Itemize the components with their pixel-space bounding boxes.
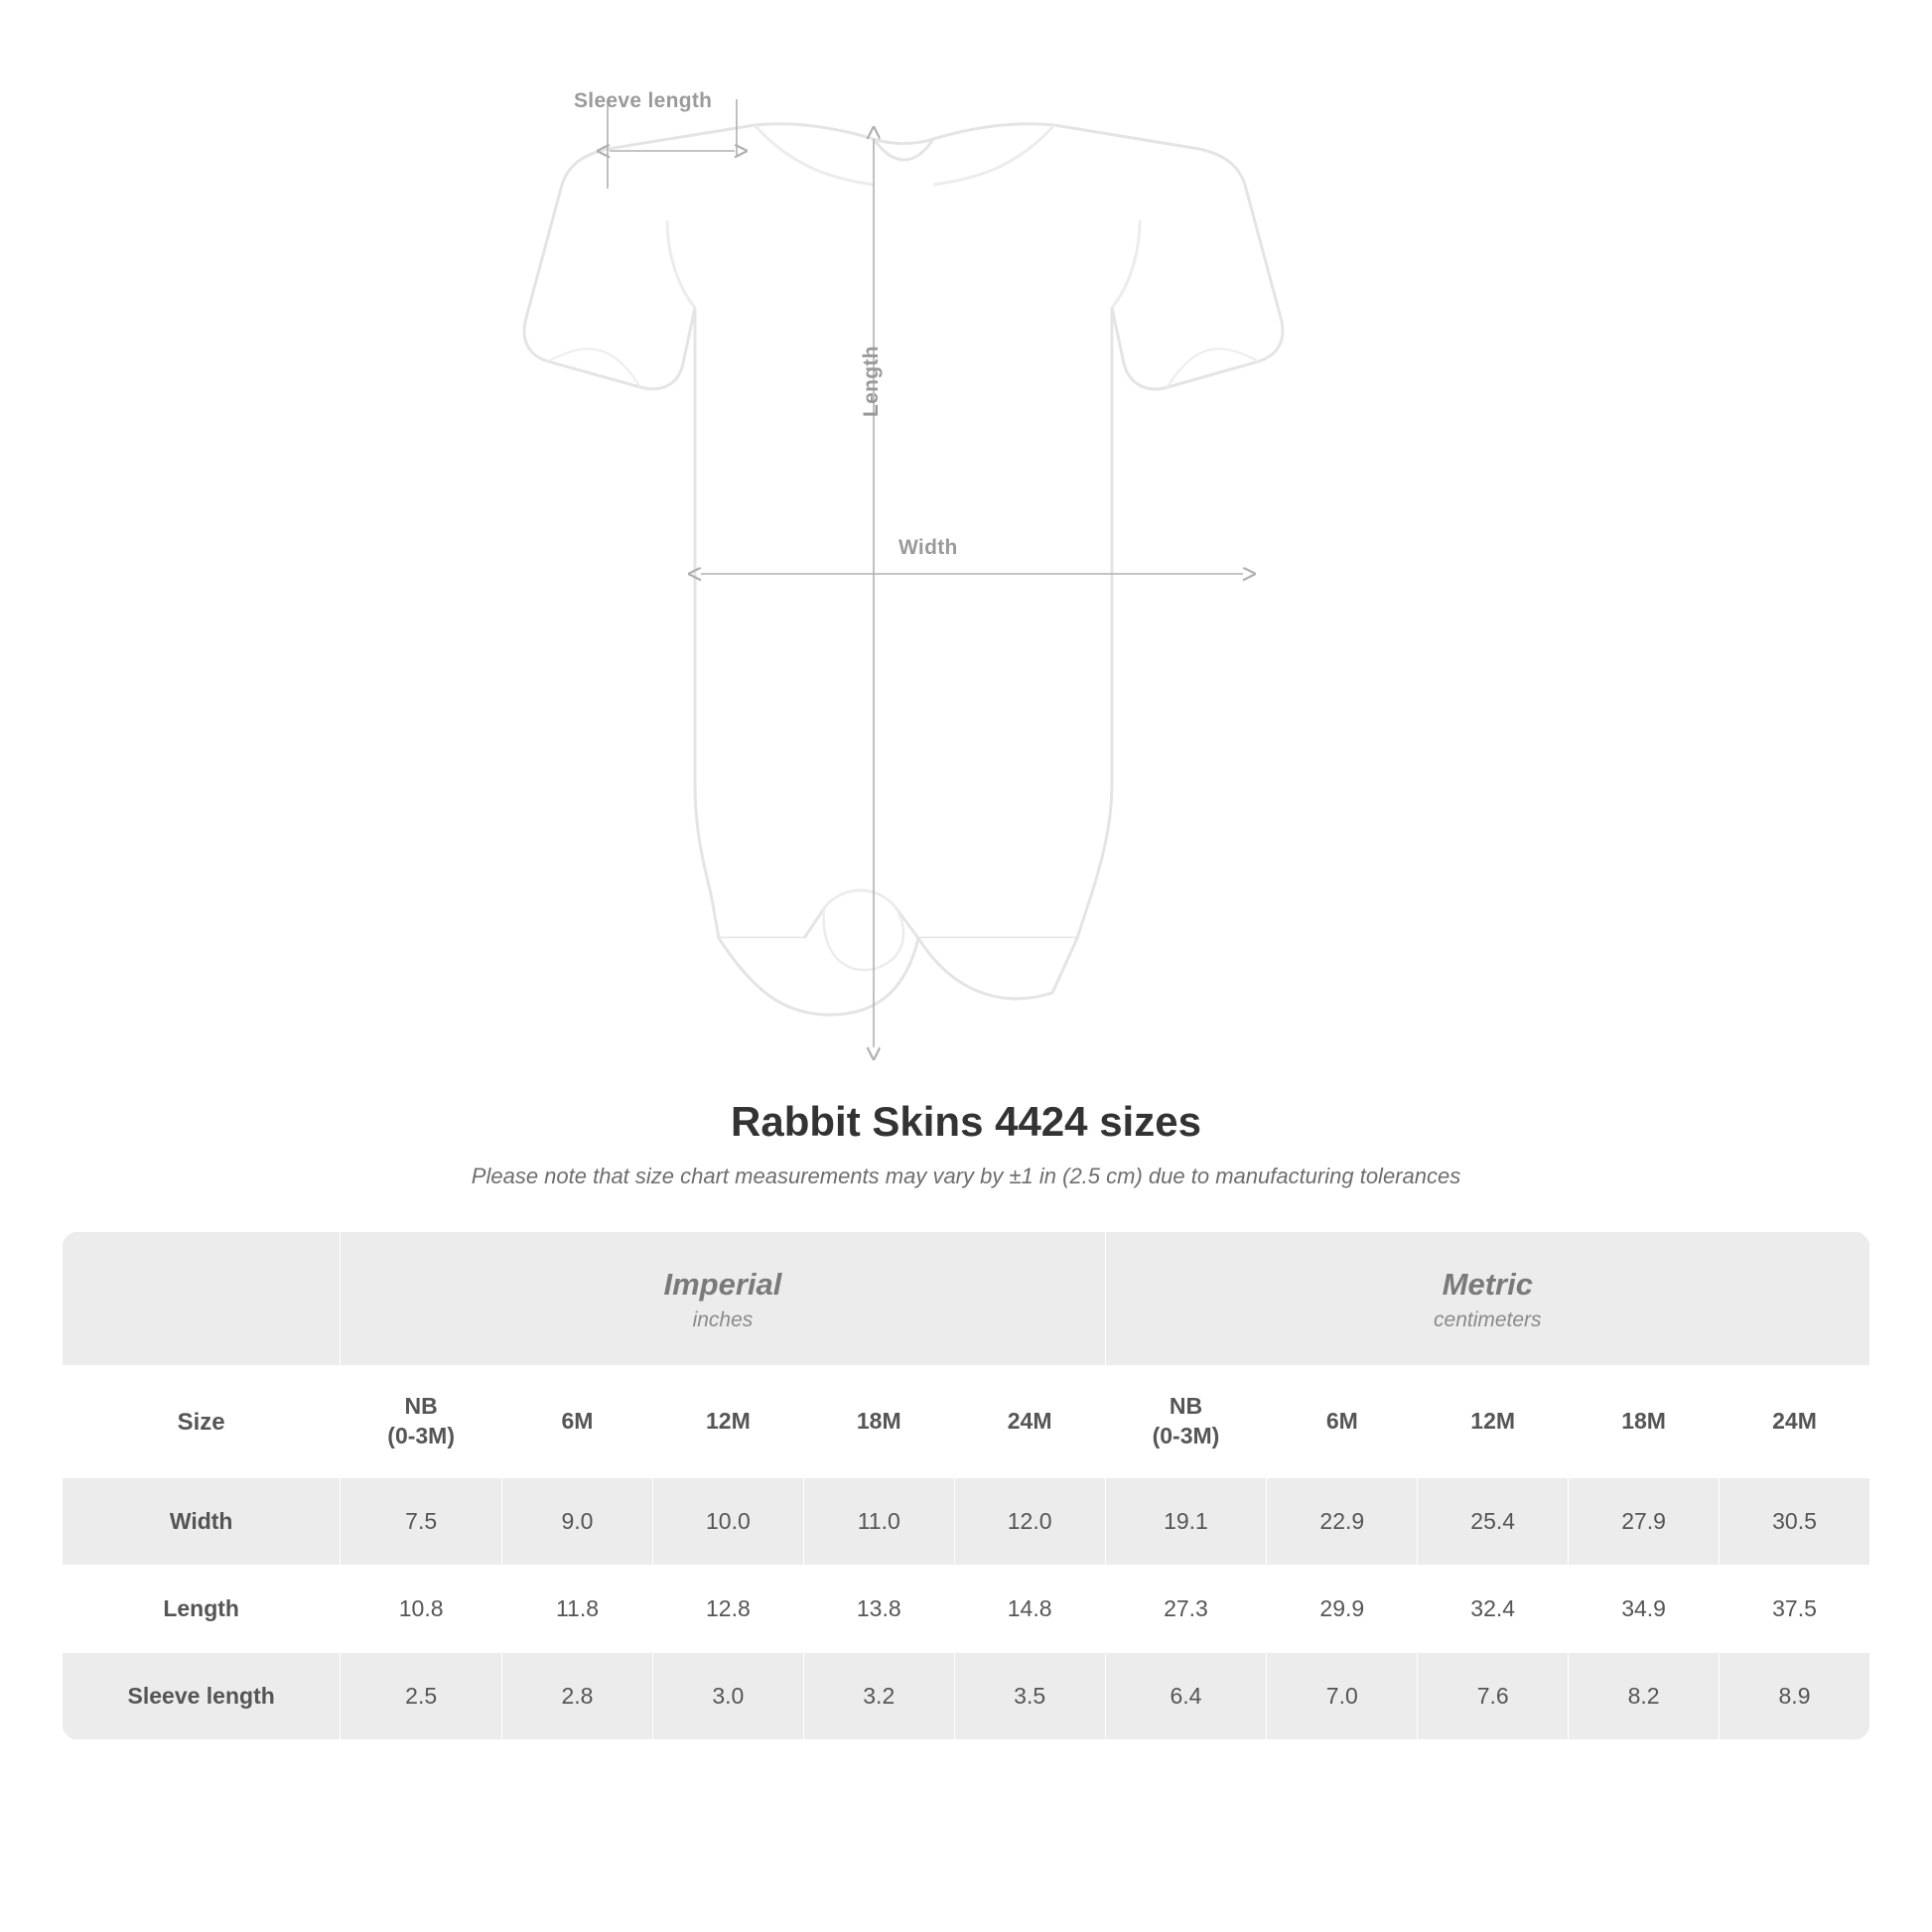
unit-header-row <box>63 1232 1870 1366</box>
unit-group-metric-unit: centimeters <box>1434 1308 1542 1331</box>
width-label: Width <box>898 536 958 559</box>
unit-group-metric-name: Metric <box>1442 1267 1533 1302</box>
cell-width-imperial-nb: 7.5 <box>341 1478 502 1566</box>
cell-sleeve-imperial-12m: 3.0 <box>652 1653 803 1740</box>
header-metric-nb <box>1105 1366 1267 1478</box>
cell-width-metric-18m: 27.9 <box>1569 1478 1720 1566</box>
cell-width-imperial-24m: 12.0 <box>954 1478 1105 1566</box>
cell-sleeve-imperial-6m: 2.8 <box>502 1653 653 1740</box>
page-title: Rabbit Skins 4424 sizes <box>731 1098 1201 1145</box>
header-imperial-18m: 18M <box>803 1366 954 1478</box>
header-imperial-6m: 6M <box>502 1366 653 1478</box>
cell-width-metric-12m: 25.4 <box>1418 1478 1569 1566</box>
header-imperial-nb <box>341 1366 502 1478</box>
cell-length-imperial-12m: 12.8 <box>652 1566 803 1653</box>
unit-group-imperial-name: Imperial <box>663 1267 782 1302</box>
header-metric-12m: 12M <box>1418 1366 1569 1478</box>
header-imperial-nb-line1: NB <box>404 1393 438 1420</box>
cell-sleeve-imperial-18m: 3.2 <box>803 1653 954 1740</box>
row-label-length: Length <box>63 1566 341 1653</box>
table-row <box>63 1566 1870 1653</box>
cell-length-imperial-6m: 11.8 <box>502 1566 653 1653</box>
cell-sleeve-metric-12m: 7.6 <box>1418 1653 1569 1740</box>
cell-width-metric-6m: 22.9 <box>1267 1478 1418 1566</box>
header-size: Size <box>63 1366 341 1478</box>
unit-group-metric <box>1105 1232 1869 1366</box>
bodysuit-shape <box>524 124 1283 1015</box>
cell-sleeve-imperial-nb: 2.5 <box>341 1653 502 1740</box>
cell-sleeve-imperial-24m: 3.5 <box>954 1653 1105 1740</box>
table-row <box>63 1478 1870 1566</box>
cell-sleeve-metric-18m: 8.2 <box>1569 1653 1720 1740</box>
unit-group-imperial-unit: inches <box>692 1308 754 1331</box>
cell-length-metric-nb: 27.3 <box>1105 1566 1267 1653</box>
cell-sleeve-metric-nb: 6.4 <box>1105 1653 1267 1740</box>
size-table <box>62 1231 1870 1740</box>
cell-sleeve-metric-6m: 7.0 <box>1267 1653 1418 1740</box>
cell-length-metric-12m: 32.4 <box>1418 1566 1569 1653</box>
cell-length-imperial-18m: 13.8 <box>803 1566 954 1653</box>
cell-length-imperial-nb: 10.8 <box>341 1566 502 1653</box>
header-imperial-24m: 24M <box>954 1366 1105 1478</box>
cell-width-metric-24m: 30.5 <box>1720 1478 1870 1566</box>
table-row <box>63 1653 1870 1740</box>
length-label: Length <box>860 345 883 417</box>
row-label-width: Width <box>63 1478 341 1566</box>
row-label-sleeve-length: Sleeve length <box>63 1653 341 1740</box>
header-metric-6m: 6M <box>1267 1366 1418 1478</box>
unit-group-imperial <box>341 1232 1105 1366</box>
size-header-row <box>63 1366 1870 1478</box>
cell-length-metric-6m: 29.9 <box>1267 1566 1418 1653</box>
table-corner-cell <box>63 1232 341 1366</box>
header-imperial-nb-line2: (0-3M) <box>387 1423 456 1449</box>
cell-width-metric-nb: 19.1 <box>1105 1478 1267 1566</box>
header-metric-nb-line2: (0-3M) <box>1152 1423 1220 1449</box>
page-subtitle: Please note that size chart measurements may vary by ±1 in (2.5 cm) due to manufacturing tolerances <box>471 1164 1461 1188</box>
cell-length-metric-18m: 34.9 <box>1569 1566 1720 1653</box>
cell-width-imperial-6m: 9.0 <box>502 1478 653 1566</box>
sleeve-length-label: Sleeve length <box>574 89 713 112</box>
cell-sleeve-metric-24m: 8.9 <box>1720 1653 1870 1740</box>
cell-length-imperial-24m: 14.8 <box>954 1566 1105 1653</box>
size-table-container <box>62 1231 1870 1740</box>
header-metric-18m: 18M <box>1569 1366 1720 1478</box>
header-imperial-12m: 12M <box>652 1366 803 1478</box>
cell-width-imperial-12m: 10.0 <box>652 1478 803 1566</box>
cell-width-imperial-18m: 11.0 <box>803 1478 954 1566</box>
cell-length-metric-24m: 37.5 <box>1720 1566 1870 1653</box>
header-metric-24m: 24M <box>1720 1366 1870 1478</box>
title-block <box>0 1098 1932 1189</box>
header-metric-nb-line1: NB <box>1169 1393 1203 1420</box>
